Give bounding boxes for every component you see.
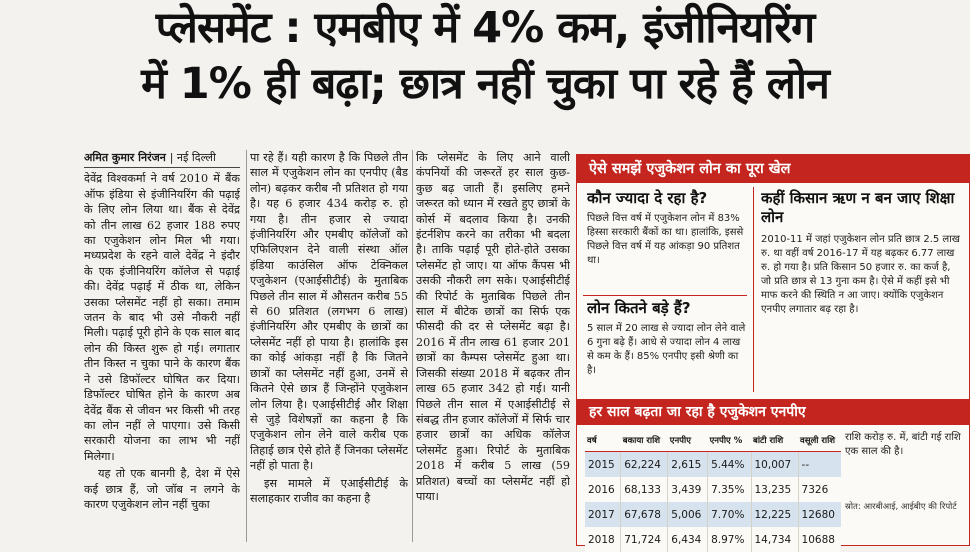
article-column-1: [84, 150, 240, 542]
panel-farmer-loan-title: कहीं किसान ऋण न बन जाए शिक्षा लोन: [761, 189, 955, 226]
headline: [0, 0, 970, 112]
table-cell: 5,006: [668, 502, 708, 527]
npa-unit-note: राशि करोड़ रु. में, बांटी गई राशि एक साल की है।: [845, 432, 961, 457]
panel-who-lends-body: पिछले वित्त वर्ष में एजुकेशन लोन में 83% हिस्सा सरकारी बैंकों का था। हालांकि, इससे पिछले वित्त वर्ष में यह आंकड़ा 90 प्रतिशत था।: [587, 213, 744, 266]
table-cell: 2016: [585, 477, 621, 502]
column-rule: [246, 150, 247, 542]
table-row: [585, 502, 841, 527]
article-paragraph: पा रहे हैं। यही कारण है कि पिछले तीन साल में एजुकेशन लोन का एनपीए (बैड लोन) बढ़कर करीब नौ प्रतिशत हो गया है। यह 6 हजार 434 करोड़ रु. हो गया है। तीन हजार से ज्यादा इंजीनियरिंग और एमबीए कॉलेजों को एफिलिएशन देने वाली संस्था ऑल इंडिया काउंसिल ऑफ टेक्निकल एजुकेशन (एआईसीटीई) के मुताबिक पिछले तीन साल में औसतन करीब 55 से 60 प्रतिशत (लगभग 6 लाख) इंजीनियरिंग और एमबीए के छात्रों का प्लेसमेंट नहीं हो पाया है। हालांकि इस का कोई आंकड़ा नहीं है कि जितने छात्रों का प्लेसमेंट नहीं हुआ, उनमें से कितने ऐसे छात्र हैं जिन्होंने एजुकेशन लोन लिया है। एआईसीटीई और शिक्षा से जुड़े विशेषज्ञों का कहना है कि एजुकेशन लोन लेने वाले करीब एक तिहाई छात्र ऐसे होते हैं जिनका प्लेसमेंट नहीं हो पाता है।: [250, 151, 408, 473]
npa-header-npa-percent: एनपीए %: [708, 429, 751, 452]
panel-divider-vertical: [753, 187, 754, 392]
npa-header-npa: एनपीए: [668, 429, 708, 452]
table-cell: 10,007: [751, 452, 798, 478]
article-paragraph: यह तो एक बानगी है, देश में ऐसे कई छात्र हैं, जो जॉब न लगने के कारण एजुकेशन लोन नहीं चुका: [84, 467, 240, 511]
table-cell: 10688: [798, 527, 841, 552]
table-cell: 6,434: [668, 527, 708, 552]
headline-line-1: प्लेसमेंट : एमबीए में 4% कम, इंजीनियरिंग: [155, 3, 815, 53]
panel-who-lends: [587, 189, 747, 293]
table-cell: 2017: [585, 502, 621, 527]
article-paragraph: देवेंद्र विश्वकर्मा ने वर्ष 2010 में बैंक ऑफ इंडिया से इंजीनियरिंग की पढ़ाई के लिए लोन लिया था। बैंक से देवेंद्र को तीन लाख 62 हजार 188 रुपए का एजुकेशन लोन मिल भी गया। मध्यप्रदेश के रहने वाले देवेंद्र ने इंदौर के एक इंजीनियरिंग कॉलेज से पढ़ाई की। देवेंद्र पढ़ाई में ठीक था, लेकिन उसका प्लेसमेंट नहीं हो सका। तमाम जतन के बाद भी उसे नौकरी नहीं मिली। पढ़ाई पूरी होने के एक साल बाद लोन की किस्त शुरू हो गई। लगातार तीन किस्त न चुका पाने के कारण बैंक ने उसे डिफॉल्टर घोषित कर दिया। डिफॉल्टर घोषित होने के कारण अब देवेंद्र बैंक से जीवन भर किसी भी तरह का लोन नहीं ले पाएगा। उसे किसी सरकारी योजना का लाभ भी नहीं मिलेगा।: [84, 172, 240, 463]
panel-loan-size-body: 5 साल में 20 लाख से ज्यादा लोन लेने वाले 6 गुना बढ़े हैं। आधे से ज्यादा लोन 4 लाख से कम के हैं। 85% एनपीए इसी श्रेणी का है।: [587, 323, 746, 376]
article-paragraph: कि प्लेसमेंट के लिए आने वाली कंपनियों की जरूरतें हर साल कुछ-कुछ बढ़ जाती हैं। इसलिए हमने जरूरत को ध्यान में रखते हुए छात्रों के कोर्स में बदलाव किया है। उनकी इंटर्नशिप करने का तरीका भी बदला है। ताकि पढ़ाई पूरी होते-होते उसका प्लेसमेंट हो जाए। या ऑफ कैंपस भी उसकी नौकरी लग सके। एआईसीटीई की रिपोर्ट के मुताबिक पिछले तीन साल में बीटेक छात्रों का सिर्फ एक फीसदी की दर से प्लेसमेंट बढ़ा है। 2016 में तीन लाख 61 हजार 201 छात्रों का कैम्पस प्लेसमेंट हुआ था। जिसकी संख्या 2018 में बढ़कर तीन लाख 65 हजार 342 हो गई। यानी पिछले तीन साल में एआईसीटीई से संबद्ध तीन हजार कॉलेजों में सिर्फ चार हजार छात्रों का अधिक कॉलेज प्लेसमेंट हुआ। रिपोर्ट के मुताबिक 2018 में करीब 5 लाख (59 प्रतिशत) बच्चों का प्लेसमेंट नहीं हो पाया।: [416, 151, 570, 503]
headline-line-2: में 1% ही बढ़ा; छात्र नहीं चुका पा रहे हैं लोन: [141, 59, 829, 109]
npa-header-disbursed: बांटी राशि: [751, 429, 798, 452]
table-cell: 2015: [585, 452, 621, 478]
table-cell: 67,678: [621, 502, 668, 527]
table-cell: 14,734: [751, 527, 798, 552]
panel-who-lends-title: कौन ज्यादा दे रहा है?: [587, 189, 708, 207]
article-column-3: [416, 150, 570, 542]
panel-loan-size-title: लोन कितने बड़े हैं?: [587, 299, 691, 317]
table-cell: 12,225: [751, 502, 798, 527]
npa-table-header: [585, 429, 841, 452]
panel-farmer-loan: [761, 189, 961, 395]
panel-loan-size: [587, 299, 747, 395]
table-row: [585, 477, 841, 502]
npa-header-year: वर्ष: [585, 429, 621, 452]
table-cell: 62,224: [621, 452, 668, 478]
byline-author: अमित कुमार निरंजन: [84, 151, 166, 164]
table-cell: 2018: [585, 527, 621, 552]
table-cell: 5.44%: [708, 452, 751, 478]
npa-header-recovered: वसूली राशि: [798, 429, 841, 452]
panel-farmer-loan-body: 2010-11 में जहां एजुकेशन लोन प्रति छात्र 2.5 लाख रु. था वहीं वर्ष 2016-17 में यह बढ़कर 6.77 लाख रु. हो गया है। प्रति किसान 50 हजार रु. का कर्ज है, जो प्रति छात्र से 13 गुना कम है। ऐसे में कहीं इसे भी माफ करने की स्थिति न आ जाए। क्योंकि एजुकेशन एनपीए लगातार बढ़ रहा है।: [761, 234, 960, 315]
table-cell: 3,439: [668, 477, 708, 502]
table-cell: 7326: [798, 477, 841, 502]
byline-city: | नई दिल्ली: [169, 151, 216, 164]
column-rule: [412, 150, 413, 542]
npa-table: [585, 429, 841, 552]
npa-section-title: हर साल बढ़ता जा रहा है एजुकेशन एनपीए: [577, 399, 969, 425]
panel-divider: [583, 295, 747, 296]
table-cell: 7.70%: [708, 502, 751, 527]
table-cell: 7.35%: [708, 477, 751, 502]
table-cell: 12680: [798, 502, 841, 527]
infobox: [576, 154, 970, 546]
table-cell: 68,133: [621, 477, 668, 502]
infobox-title: ऐसे समझें एजुकेशन लोन का पूरा खेल: [577, 155, 969, 183]
npa-header-outstanding: बकाया राशि: [621, 429, 668, 452]
table-row: [585, 527, 841, 552]
table-cell: --: [798, 452, 841, 478]
byline: [84, 150, 240, 168]
article-paragraph: इस मामले में एआईसीटीई के सलाहकार राजीव का कहना है: [250, 476, 408, 505]
table-cell: 8.97%: [708, 527, 751, 552]
table-cell: 2,615: [668, 452, 708, 478]
table-cell: 13,235: [751, 477, 798, 502]
article-column-2: [250, 150, 408, 542]
npa-source: स्रोत: आरबीआई, आईबीए की रिपोर्ट: [845, 502, 957, 512]
table-cell: 71,724: [621, 527, 668, 552]
table-row: [585, 452, 841, 478]
